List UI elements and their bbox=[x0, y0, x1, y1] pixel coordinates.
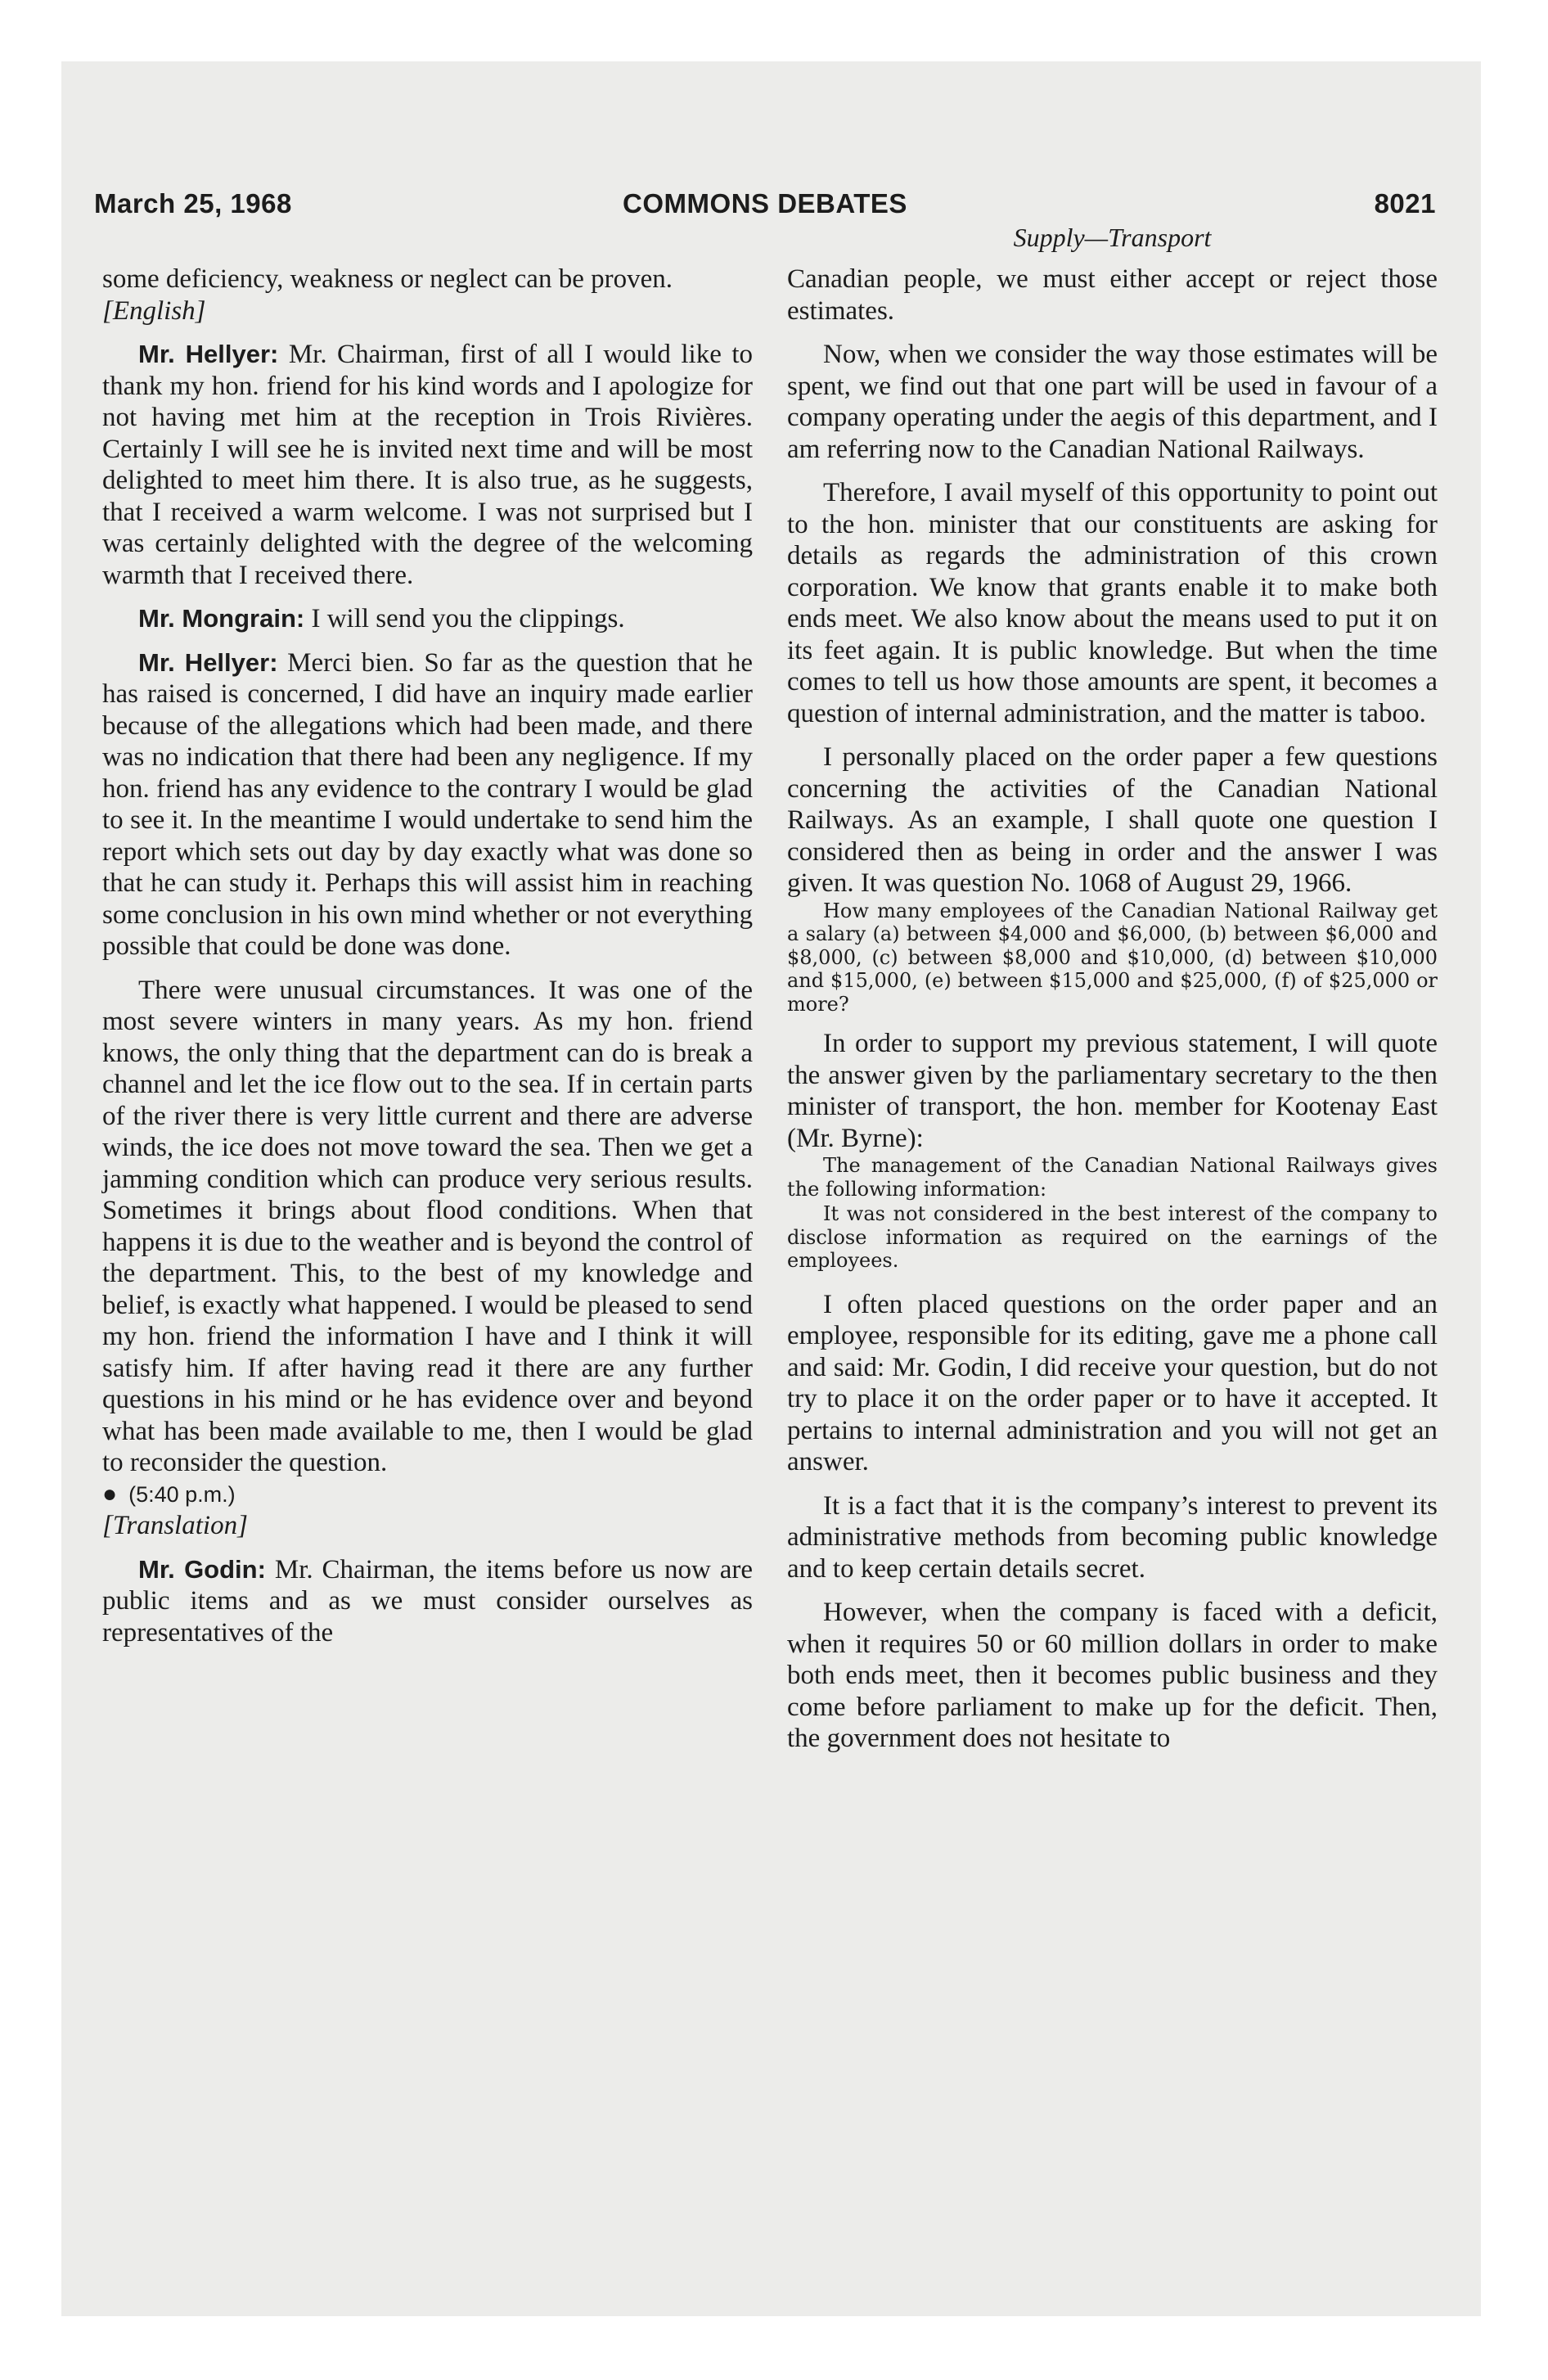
header-title: COMMONS DEBATES bbox=[623, 188, 907, 219]
left-paragraph-4 bbox=[102, 647, 753, 962]
right-paragraph-5: In order to support my previous statement, I will quote the answer given by the parliamentary secretary to the then minister of transport, the hon. member for Kootenay East (Mr. Byrne): bbox=[787, 1029, 1438, 1153]
left-column bbox=[102, 264, 753, 1648]
right-paragraph-6: I often placed questions on the order paper and an employee, responsible for its editing, gave me a phone call and said: Mr. Godin, I did receive your question, but do not try to place it on the order paper or to have it accepted. It pertains to internal administration and you will not get an answer. bbox=[787, 1289, 1438, 1476]
language-marker-english: [English] bbox=[102, 295, 206, 326]
left-paragraph-5: There were unusual circumstances. It was one of the most severe winters in many years. As my hon. friend knows, the only thing that the department can do is break a channel and let the ice flow out to the sea. If in certain parts of the river there is very little current and there are adverse winds, the ice does not move toward the sea. Then we get a jamming condition which can produce very serious results. Sometimes it brings about flood conditions. When that happens it is due to the weather and is beyond the control of the department. This, to the best of my knowledge and belief, is exactly what happened. I would be pleased to send my hon. friend the information I have and I think it will satisfy him. If after having read it there are any further questions in his mind or he has evidence over and beyond what has been made available to me, then I would be glad to reconsider the question. bbox=[102, 975, 753, 1477]
left-paragraph-3 bbox=[102, 603, 753, 635]
language-marker-translation: [Translation] bbox=[102, 1511, 248, 1540]
speech-text: I will send you the clippings. bbox=[304, 604, 625, 633]
right-paragraph-8: However, when the company is faced with a deficit, when it requires 50 or 60 million dollars in order to make both ends meet, then it becomes public business and they come before parliament to make up for the deficit. Then, the government does not hesitate to bbox=[787, 1598, 1438, 1753]
quoted-answer: It was not considered in the best interest of the company to disclose information as required on the earnings of the employees. bbox=[787, 1202, 1438, 1272]
speaker-name: Mr. Mongrain: bbox=[138, 604, 305, 633]
speech-text: Mr. Chairman, the items before us now are public items and as we must consider ourselves as representatives of the bbox=[102, 1554, 753, 1648]
speaker-name: Mr. Hellyer: bbox=[138, 647, 278, 677]
quoted-answer-intro: The management of the Canadian National Railways gives the following information: bbox=[787, 1154, 1438, 1201]
speaker-name: Mr. Hellyer: bbox=[138, 340, 279, 368]
running-head: Supply—Transport bbox=[1013, 223, 1212, 252]
left-paragraph-1: some deficiency, weakness or neglect can be proven. bbox=[102, 264, 673, 294]
header-date: March 25, 1968 bbox=[94, 188, 292, 219]
time-marker-text: (5:40 p.m.) bbox=[128, 1481, 236, 1507]
right-paragraph-3: Therefore, I avail myself of this opportunity to point out to the hon. minister that our constituents are asking for details as regards the administration of this crown corporation. We know that grants enable it to make both ends meet. We also know about the means used to put it on its feet again. It is public knowledge. But when the time comes to tell us how those amounts are spent, it becomes a question of internal administration, and the matter is taboo. bbox=[787, 478, 1438, 728]
speech-text: Mr. Chairman, first of all I would like to thank my hon. friend for his kind words and I apologize for not having met him at the reception in Trois Rivières. Certainly I will see he is invited next time and will be most delighted to meet him there. It is also true, as he suggests, that I received a warm welcome. I was not surprised but I was certainly delighted with the degree of the welcoming warmth that I received there. bbox=[102, 340, 754, 590]
bullet-icon: ● bbox=[102, 1480, 118, 1508]
left-paragraph-2 bbox=[102, 339, 753, 591]
left-paragraph-6 bbox=[102, 1554, 753, 1649]
quoted-question: How many employees of the Canadian National Railway get a salary (a) between $4,000 and $6,000, (b) between $6,000 and $8,000, (c) between $8,000 and $10,000, (d) between $10,000 and $15,000, (e) between $15,000 and $25,000, (f) of $25,000 or more? bbox=[787, 899, 1438, 1016]
right-column bbox=[787, 264, 1438, 1755]
page-number: 8021 bbox=[1374, 188, 1436, 219]
right-paragraph-7: It is a fact that it is the company’s interest to prevent its administrative methods from becoming public knowledge and to keep certain details secret. bbox=[787, 1490, 1438, 1584]
right-paragraph-1: Canadian people, we must either accept or reject those estimates. bbox=[787, 264, 1438, 326]
time-marker bbox=[102, 1479, 753, 1511]
right-paragraph-2: Now, when we consider the way those estimates will be spent, we find out that one part will be used in favour of a company operating under the aegis of this department, and I am referring now to the Canadian National Railways. bbox=[787, 340, 1438, 464]
right-paragraph-4: I personally placed on the order paper a few questions concerning the activities of the Canadian National Railways. As an example, I shall quote one question I considered then as being in order and the answer I was given. It was question No. 1068 of August 29, 1966. bbox=[787, 742, 1438, 898]
speaker-name: Mr. Godin: bbox=[138, 1554, 266, 1584]
speech-text: Merci bien. So far as the question that he has raised is concerned, I did have an inquiry made earlier because of the allegations which had been made, and there was no indication that there had been any negligence. If my hon. friend has any evidence to the contrary I would be glad to see it. In the meantime I would undertake to send him the report which sets out day by day exactly what was done so that he can study it. Perhaps this will assist him in reaching some conclusion in his own mind whether or not everything possible that could be done was done. bbox=[102, 647, 753, 961]
